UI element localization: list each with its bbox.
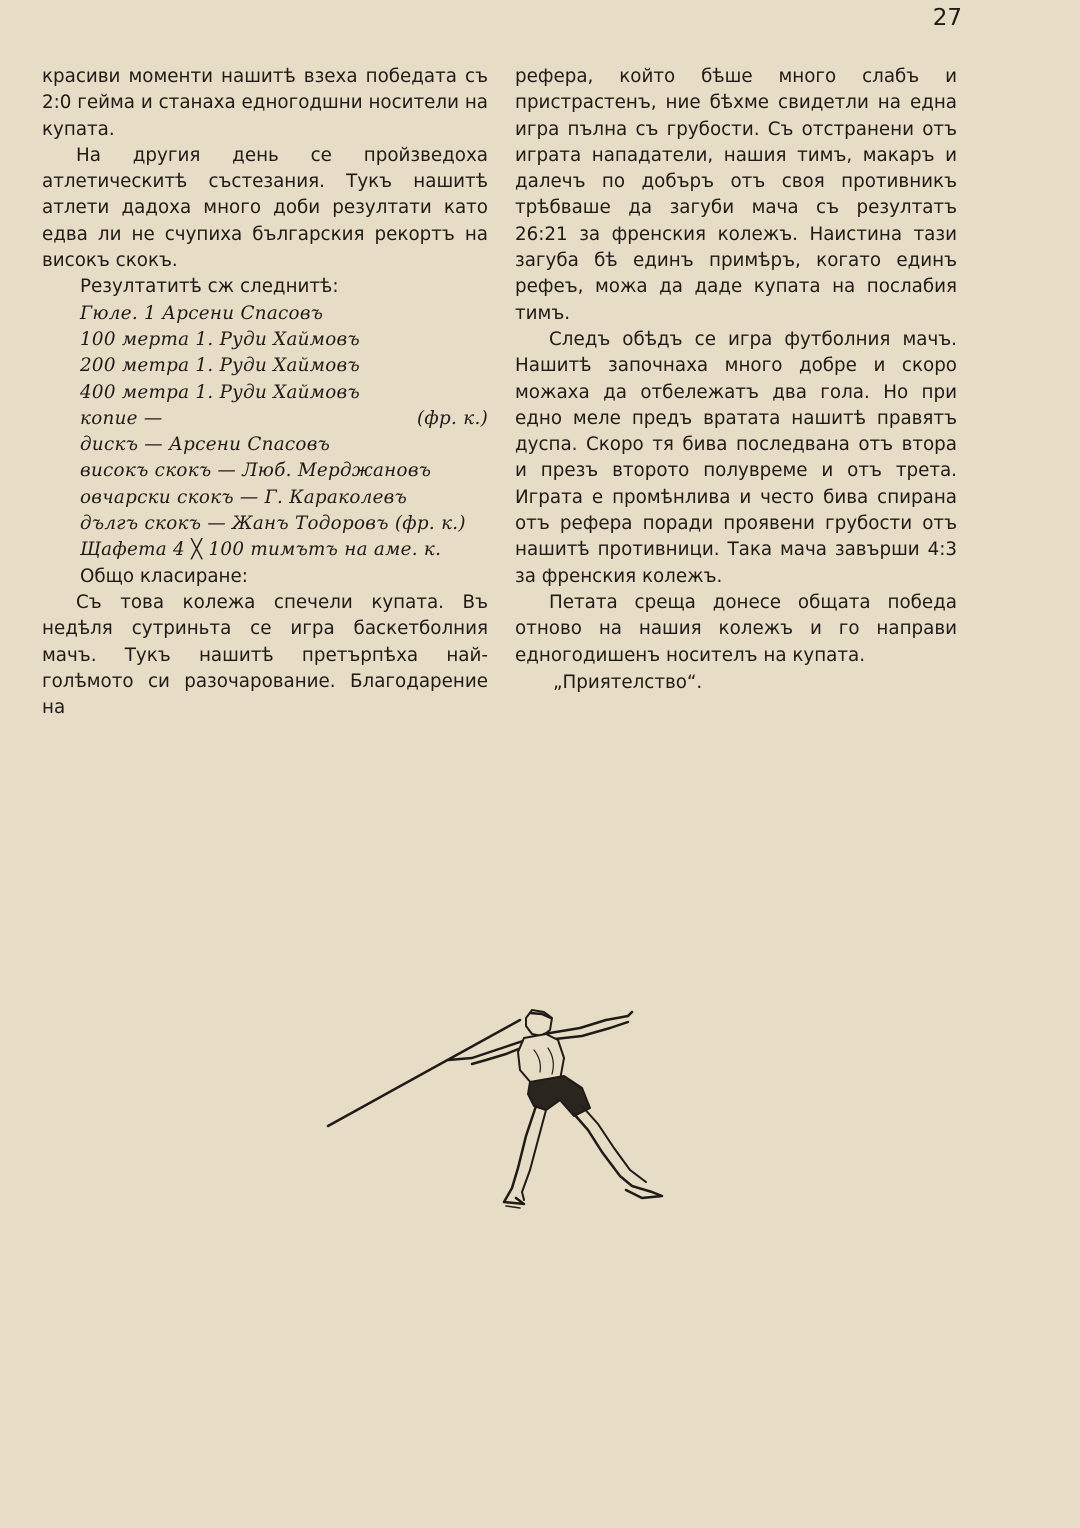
result-line: високъ скокъ — Люб. Мерджановъ — [80, 460, 432, 482]
signature: „Приятелство“. — [553, 671, 703, 693]
right-column — [515, 64, 957, 696]
front-leg — [574, 1114, 662, 1198]
page-number: 27 — [932, 5, 962, 31]
shorts — [528, 1076, 590, 1116]
paragraph: Петата среща донесе общата победа отново на нашия колежъ и го направи едногодишенъ носителъ на купата. — [515, 591, 957, 666]
paragraph: Съ това колежа спечели купата. Въ недѣля сутриньта се игра баскетболния мачъ. Тукъ нашитѣ претърпѣха най-голѣмото си разочарование. Благодарение на — [42, 591, 488, 719]
left-column — [42, 64, 488, 721]
right-arm — [544, 1012, 632, 1034]
paragraph: рефера, който бѣше много слабъ и пристрастенъ, ние бѣхме свидетли на една игра пълна съ грубости. Съ отстранени отъ играта нападатели, нашия тимъ, макаръ и далечъ по добъръ отъ своя противникъ трѣбваше да загуби мача съ резултатъ 26:21 за френския колежъ. Наистина тази загуба бѣ единъ примѣръ, когато единъ рефеъ, можа да даде купата на послабия тимъ. — [515, 66, 957, 324]
rear-leg — [504, 1106, 536, 1204]
result-line: дългъ скокъ — Жанъ Тодоровъ (фр. к.) — [80, 513, 466, 535]
result-text: копие — — [80, 407, 163, 429]
result-line: 200 метра 1. Руди Хаймовъ — [80, 355, 360, 377]
result-line: Гюле. 1 Арсени Спасовъ — [80, 302, 324, 324]
result-line: дискъ — Арсени Спасовъ — [80, 434, 331, 456]
result-line: 100 мерта 1. Руди Хаймовъ — [80, 328, 360, 350]
result-line — [42, 406, 488, 432]
result-line: Щафета 4 ╳ 100 тимътъ на аме. к. — [80, 539, 442, 561]
overall-label: Общо класиране: — [80, 565, 248, 587]
paragraph: Следъ обѣдъ се игра футболния мачъ. Нашитѣ започнаха много добре и скоро можаха да отбележатъ два гола. Но при едно меле предъ вратата нашитѣ правятъ дуспа. Скоро тя бива последвана отъ втора и презъ второто полувреме и отъ трета. Играта е промѣнлива и често бива спирана отъ рефера поради проявени грубости отъ нашитѣ противници. Така мача завърши 4:3 за френския колежъ. — [515, 328, 957, 587]
result-line: овчарски скокъ — Г. Караколевъ — [80, 486, 408, 508]
javelin — [328, 1020, 520, 1126]
result-note: (фр. к.) — [416, 407, 488, 429]
javelin-thrower-illustration — [320, 1000, 680, 1230]
results-heading: Резултатитѣ сж следнитѣ: — [80, 276, 339, 298]
result-line: 400 метра 1. Руди Хаймовъ — [80, 381, 360, 403]
paragraph: красиви моменти нашитѣ взеха победата съ 2:0 гейма и станаха едногодшни носители на купата. — [42, 66, 488, 140]
paragraph: На другия день се пройзведоха атлетическитѣ състезания. Тукъ нашитѣ атлети дадоха много доби резултати като едва ли не счупиха българския рекортъ на високъ скокъ. — [42, 144, 488, 272]
